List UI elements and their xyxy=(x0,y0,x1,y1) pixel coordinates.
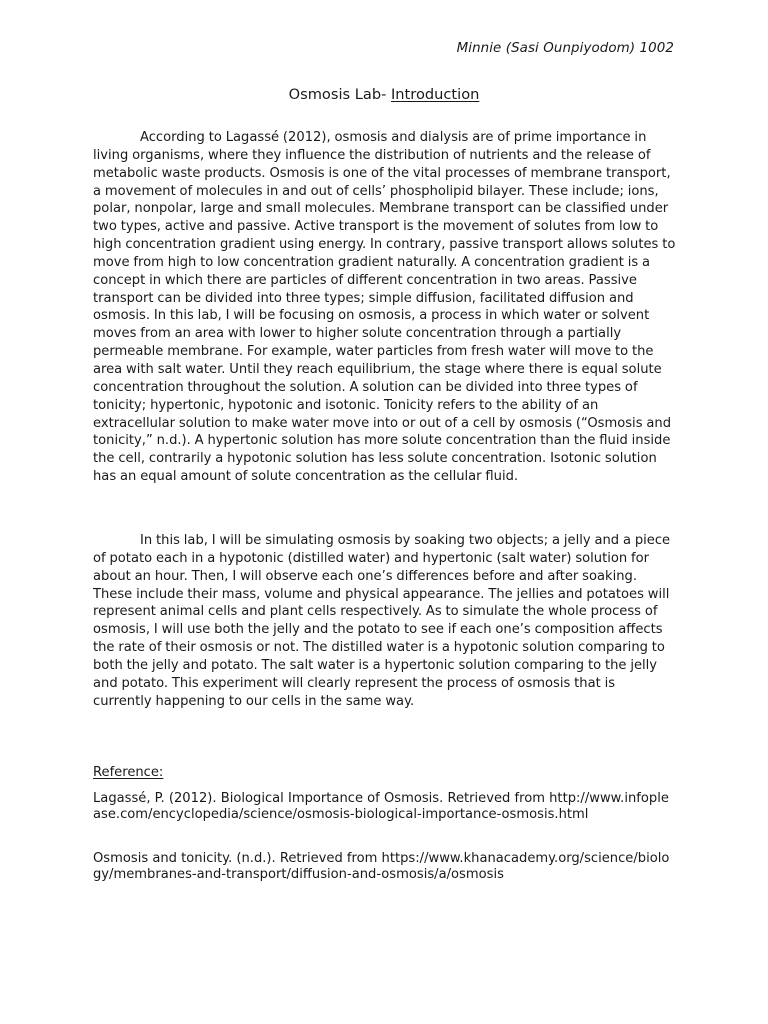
reference-heading: Reference: xyxy=(93,765,164,780)
page-title xyxy=(0,86,768,103)
reference-item: Lagassé, P. (2012). Biological Importance of Osmosis. Retrieved from http://www.infoplease.com/encyclopedia/science/osmosis-biological-importance-osmosis.html xyxy=(93,791,669,823)
title-section: Introduction xyxy=(391,86,480,103)
paragraph-intro: According to Lagassé (2012), osmosis and dialysis are of prime importance in living organisms, where they influence the distribution of nutrients and the release of metabolic waste products. Osmosis is one of the vital processes of membrane transport, a movement of molecules in and out of cells’ phospholipid bilayer. These include; ions, polar, nonpolar, large and small molecules. Membrane transport can be classified under two types, active and passive. Active transport is the movement of solutes from low to high concentration gradient using energy. In contrary, passive transport allows solutes to move from high to low concentration gradient naturally. A concentration gradient is a concept in which there are particles of different concentration in two areas. Passive transport can be divided into three types; simple diffusion, facilitated diffusion and osmosis. In this lab, I will be focusing on osmosis, a process in which water or solvent moves from an area with lower to higher solute concentration through a partially permeable membrane. For example, water particles from fresh water will move to the area with salt water. Until they reach equilibrium, the stage where there is equal solute concentration throughout the solution. A solution can be divided into three types of tonicity; hypertonic, hypotonic and isotonic. Tonicity refers to the ability of an extracellular solution to make water move into or out of a cell by osmosis (“Osmosis and tonicity,” n.d.). A hypertonic solution has more solute concentration than the fluid inside the cell, contrarily a hypotonic solution has less solute concentration. Isotonic solution has an equal amount of solute concentration as the cellular fluid. xyxy=(93,130,676,485)
title-text: Osmosis Lab- xyxy=(288,86,391,103)
reference-item: Osmosis and tonicity. (n.d.). Retrieved from https://www.khanacademy.org/science/biology/membranes-and-transport/diffusion-and-osmosis/a/osmosis xyxy=(93,851,670,883)
author-line: Minnie (Sasi Ounpiyodom) 1002 xyxy=(456,41,674,56)
paragraph-method: In this lab, I will be simulating osmosis by soaking two objects; a jelly and a piece of potato each in a hypotonic (distilled water) and hypertonic (salt water) solution for about an hour. Then, I will observe each one’s differences before and after soaking. These include their mass, volume and physical appearance. The jellies and potatoes will represent animal cells and plant cells respectively. As to simulate the whole process of osmosis, I will use both the jelly and the potato to see if each one’s composition affects the rate of their osmosis or not. The distilled water is a hypotonic solution comparing to both the jelly and potato. The salt water is a hypertonic solution comparing to the jelly and potato. This experiment will clearly represent the process of osmosis that is currently happening to our cells in the same way. xyxy=(93,533,671,709)
